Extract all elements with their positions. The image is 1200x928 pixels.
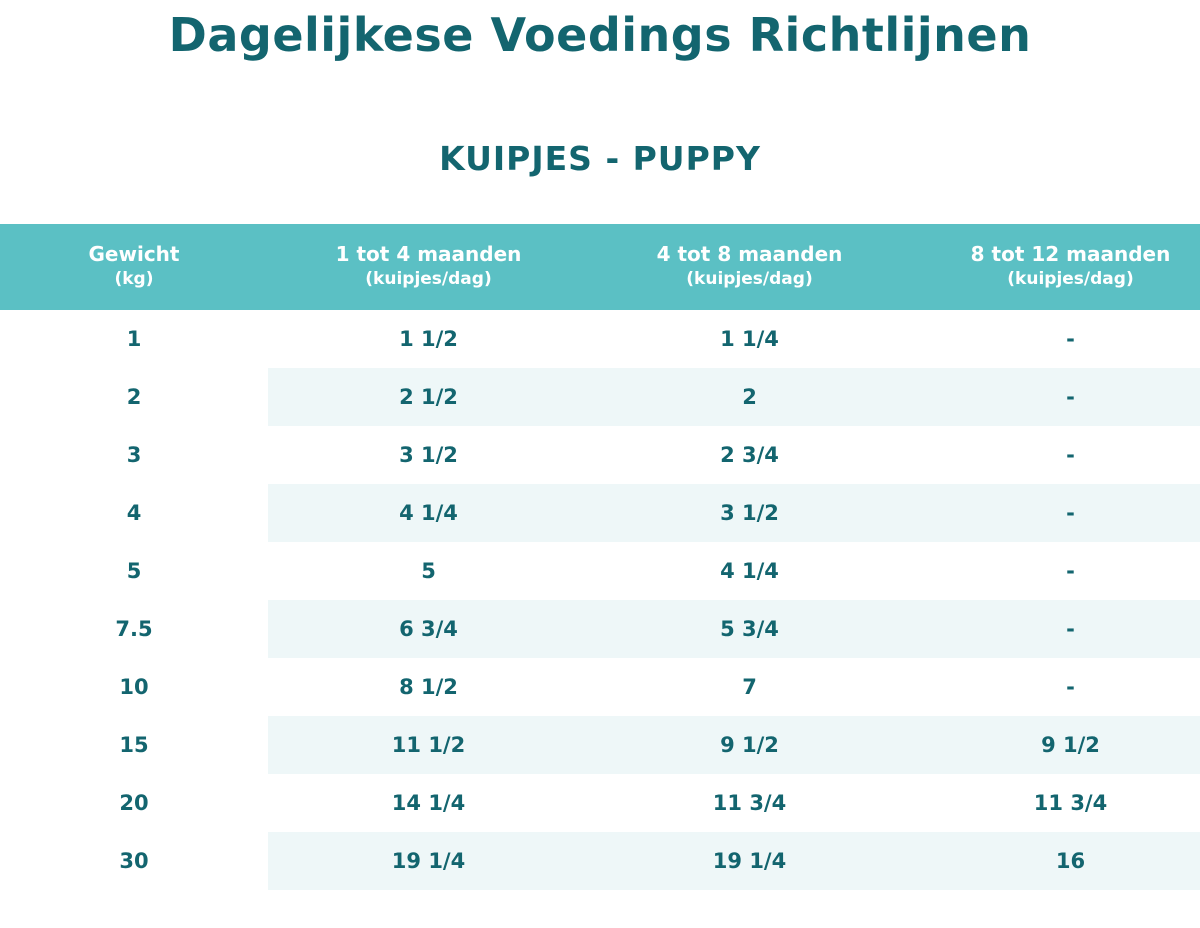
table-header [0, 224, 1200, 310]
cell-weight: 7.5 [0, 600, 268, 658]
cell-weight: 1 [0, 310, 268, 368]
cell-weight: 10 [0, 658, 268, 716]
table-row [0, 774, 1200, 832]
page-subtitle: KUIPJES - PUPPY [439, 138, 761, 178]
cell-weight: 5 [0, 542, 268, 600]
cell-weight: 4 [0, 484, 268, 542]
table-row [0, 426, 1200, 484]
cell-4-8-months: 5 3/4 [589, 600, 910, 658]
column-header-8-12-months [910, 224, 1200, 310]
cell-8-12-months: - [910, 484, 1200, 542]
cell-1-4-months: 1 1/2 [399, 326, 458, 351]
cell-1-4-months: 8 1/2 [399, 674, 458, 699]
cell-4-8-months: 2 [589, 368, 910, 426]
column-header-8-12-months-label: 8 tot 12 maanden [970, 241, 1171, 266]
column-header-4-8-months-label: 4 tot 8 maanden [656, 241, 843, 266]
cell-1-4-months: 14 1/4 [391, 790, 466, 815]
column-header-1-4-months [268, 224, 589, 310]
cell-8-12-months: - [1066, 674, 1075, 699]
column-header-weight-unit: (kg) [114, 268, 154, 289]
table-row [0, 542, 1200, 600]
column-header-weight-label: Gewicht [88, 241, 180, 266]
cell-1-4-months: 6 3/4 [268, 600, 589, 658]
table-body [0, 310, 1200, 890]
table-row [0, 600, 1200, 658]
cell-weight: 30 [0, 832, 268, 890]
cell-4-8-months: 11 3/4 [712, 790, 787, 815]
column-header-1-4-months-label: 1 tot 4 maanden [335, 241, 522, 266]
table-row [0, 716, 1200, 774]
cell-weight: 20 [0, 774, 268, 832]
cell-8-12-months: 11 3/4 [1033, 790, 1108, 815]
table-row [0, 368, 1200, 426]
cell-4-8-months: 7 [742, 674, 757, 699]
cell-4-8-months: 3 1/2 [589, 484, 910, 542]
cell-8-12-months: - [910, 368, 1200, 426]
cell-1-4-months: 2 1/2 [268, 368, 589, 426]
table-row [0, 832, 1200, 890]
cell-1-4-months: 5 [421, 558, 436, 583]
cell-4-8-months: 2 3/4 [720, 442, 779, 467]
feeding-table [0, 224, 1200, 890]
cell-weight: 3 [0, 426, 268, 484]
cell-weight: 2 [0, 368, 268, 426]
cell-8-12-months: 9 1/2 [910, 716, 1200, 774]
cell-1-4-months: 3 1/2 [399, 442, 458, 467]
cell-8-12-months: - [1066, 558, 1075, 583]
column-header-4-8-months [589, 224, 910, 310]
cell-1-4-months: 19 1/4 [268, 832, 589, 890]
column-header-1-4-months-unit: (kuipjes/dag) [365, 268, 492, 289]
table-row [0, 310, 1200, 368]
cell-1-4-months: 4 1/4 [268, 484, 589, 542]
column-header-4-8-months-unit: (kuipjes/dag) [686, 268, 813, 289]
cell-8-12-months: - [910, 600, 1200, 658]
cell-4-8-months: 9 1/2 [589, 716, 910, 774]
column-header-8-12-months-unit: (kuipjes/dag) [1007, 268, 1134, 289]
cell-4-8-months: 4 1/4 [720, 558, 779, 583]
cell-4-8-months: 1 1/4 [720, 326, 779, 351]
table-header-row [0, 224, 1200, 310]
cell-8-12-months: - [1066, 442, 1075, 467]
cell-weight: 15 [0, 716, 268, 774]
cell-4-8-months: 19 1/4 [589, 832, 910, 890]
column-header-weight [0, 224, 268, 310]
table-row [0, 484, 1200, 542]
cell-8-12-months: 16 [910, 832, 1200, 890]
page-title: Dagelijkese Voedings Richtlijnen [168, 8, 1032, 62]
table-row [0, 658, 1200, 716]
cell-8-12-months: - [1066, 326, 1075, 351]
cell-1-4-months: 11 1/2 [268, 716, 589, 774]
